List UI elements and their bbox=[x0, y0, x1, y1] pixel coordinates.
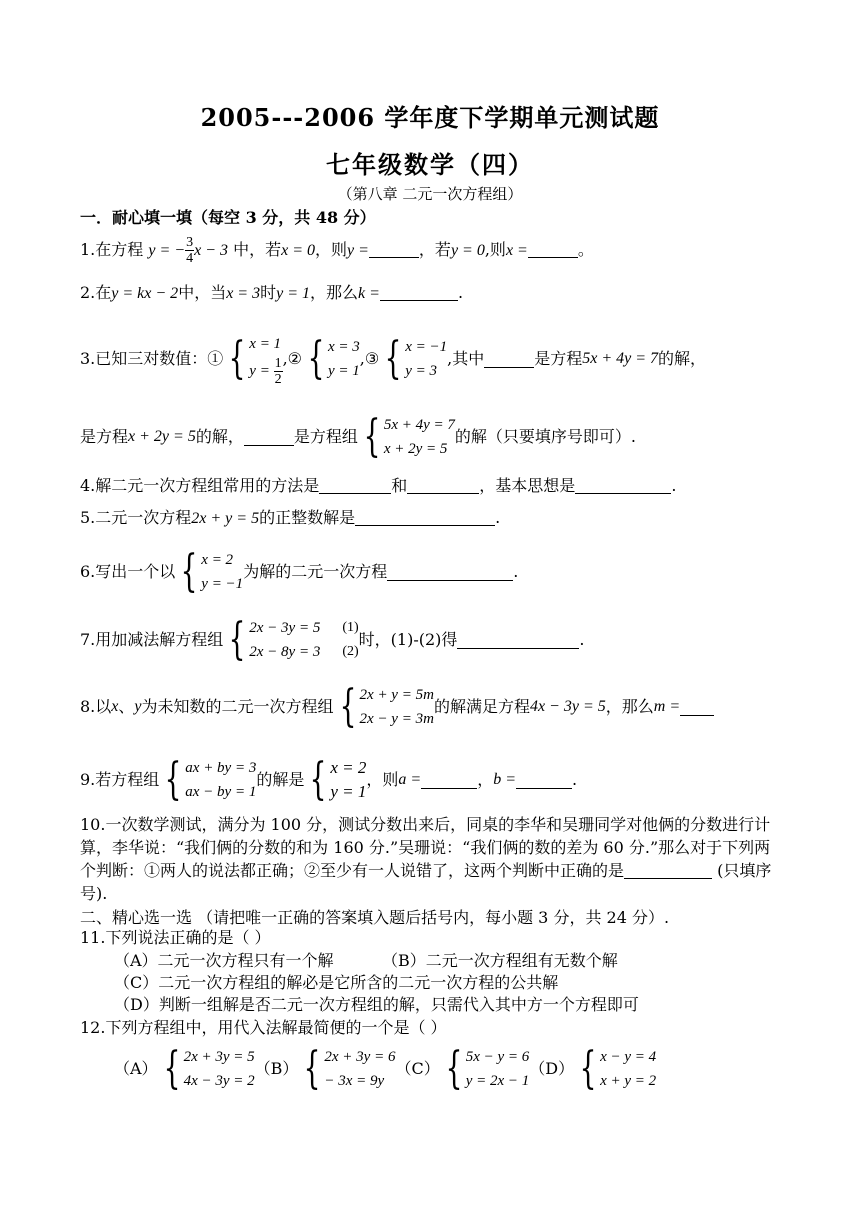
section-1-heading: 一．耐心填一填（每空 3 分，共 48 分） bbox=[80, 208, 376, 227]
value-pair-1: { x = 1 y = $\frac{1}{2}$ bbox=[228, 333, 282, 387]
value-pair-2: { x = 3 y = 1 bbox=[307, 333, 360, 384]
option-12-d-system: { x − y = 4 x + y = 2 bbox=[579, 1043, 657, 1094]
option-11-a[interactable]: （A）二元一次方程只有一个解 bbox=[114, 951, 334, 970]
equation-system: { 2x + y = 5m 2x − y = 3m bbox=[339, 681, 434, 732]
option-12-b-system: { 2x + 3y = 6 − 3x = 9y bbox=[303, 1043, 396, 1094]
answer-blank[interactable] bbox=[355, 509, 495, 526]
question-3: 3.已知三对数值：① { x = 1 y = $\frac{1}{2}$ ,② { x = 3 y = 1 ,③ { x = −1 y = 3 ,其中 是方程 5x + 4y = 7 的解， bbox=[80, 333, 707, 387]
page-subtitle: 七年级数学（四） bbox=[326, 150, 534, 179]
question-9: 9.若方程组 { ax + by = 3 ax − by = 1 的解是 { x = 2 y = 1 ，则 a = ， b = . bbox=[80, 754, 578, 805]
solution-pair: { x = 2 y = −1 bbox=[180, 546, 244, 597]
option-12-a[interactable]: （A） bbox=[114, 1059, 158, 1078]
equation-system: { 2x − 3y = 5 2x − 8y = 3 (1) (2) bbox=[228, 614, 359, 665]
question-12-stem: 12.下列方程组中，用代入法解最简便的一个是（ ） bbox=[80, 1018, 447, 1037]
solution-pair: { x = 2 y = 1 bbox=[309, 754, 367, 805]
question-12-options bbox=[114, 1044, 656, 1094]
answer-blank[interactable] bbox=[319, 477, 391, 494]
option-12-c[interactable]: （C） bbox=[395, 1059, 440, 1078]
equation-system: { ax + by = 3 ax − by = 1 bbox=[164, 754, 257, 805]
answer-blank[interactable] bbox=[624, 862, 712, 879]
option-12-d[interactable]: （D） bbox=[529, 1059, 575, 1078]
answer-blank[interactable] bbox=[680, 699, 714, 716]
question-2: 2.在y = kx − 2中，当x = 3时y = 1，那么k = . bbox=[80, 283, 464, 302]
section-2-heading: 二、精心选一选 （请把唯一正确的答案填入题后括号内，每小题 3 分，共 24 分）. bbox=[80, 908, 670, 927]
option-12-c-system: { 5x − y = 6 y = 2x − 1 bbox=[445, 1043, 530, 1094]
question-3-continued: 是方程 x + 2y = 5 的解， 是方程组 { 5x + 4y = 7 x + 2y = 5 的解（只要填序号即可）. bbox=[80, 411, 636, 462]
value-pair-3: { x = −1 y = 3 bbox=[384, 333, 448, 384]
equation-system: { 5x + 4y = 7 x + 2y = 5 bbox=[363, 411, 455, 462]
answer-blank[interactable] bbox=[380, 284, 458, 301]
answer-blank[interactable] bbox=[516, 772, 572, 789]
answer-blank[interactable] bbox=[387, 564, 513, 581]
option-11-c[interactable]: （C）二元一次方程组的解必是它所含的二元一次方程的公共解 bbox=[114, 973, 559, 992]
answer-blank[interactable] bbox=[528, 241, 578, 258]
chapter-note: （第八章 二元一次方程组） bbox=[337, 185, 523, 203]
equation: y = − bbox=[148, 242, 186, 259]
answer-blank[interactable] bbox=[407, 477, 479, 494]
answer-blank[interactable] bbox=[421, 772, 477, 789]
question-1: 1.在方程 y = − $\frac{3}{4}$ x − 3 中，若x = 0，则y = ，若y = 0,则x = 。 bbox=[80, 235, 594, 266]
answer-blank[interactable] bbox=[575, 477, 671, 494]
page-title: 2005---2006 学年度下学期单元测试题 bbox=[200, 103, 660, 132]
question-7: 7.用加减法解方程组 { 2x − 3y = 5 2x − 8y = 3 (1) (2) 时，(1)-(2)得 . bbox=[80, 614, 585, 665]
question-8: 8.以 x 、 y 为未知数的二元一次方程组 { 2x + y = 5m 2x − y = 3m 的解满足方程 4x − 3y = 5 ，那么 m = bbox=[80, 681, 714, 733]
question-6: 6.写出一个以 { x = 2 y = −1 为解的二元一次方程 . bbox=[80, 546, 519, 597]
option-11-d[interactable]: （D）判断一组解是否二元一次方程组的解，只需代入其中方一个方程即可 bbox=[114, 995, 639, 1014]
answer-blank[interactable] bbox=[369, 241, 419, 258]
option-12-b[interactable]: （B） bbox=[254, 1059, 299, 1078]
question-5: 5.二元一次方程2x + y = 5的正整数解是 . bbox=[80, 508, 501, 527]
answer-blank[interactable] bbox=[484, 351, 534, 368]
question-10: 10.一次数学测试，满分为 100 分，测试分数出来后，同桌的李华和吴珊同学对他俩的分数进行计算，李华说：“我们俩的分数的和为 160 分.”吴珊说：“我们俩的数的差为 60 分.”那么对于下列两个判断：①两人的说法都正确；②至少有一人说错了，这两个判断中正确的是 (只填序号). bbox=[80, 815, 772, 903]
answer-blank[interactable] bbox=[244, 429, 294, 446]
answer-blank[interactable] bbox=[457, 632, 579, 649]
option-12-a-system: { 2x + 3y = 5 4x − 3y = 2 bbox=[163, 1043, 255, 1094]
question-11-stem: 11.下列说法正确的是（ ） bbox=[80, 928, 271, 947]
question-4: 4.解二元一次方程组常用的方法是 和 ，基本思想是 . bbox=[80, 476, 677, 495]
option-11-b[interactable]: （B）二元一次方程组有无数个解 bbox=[382, 951, 618, 970]
